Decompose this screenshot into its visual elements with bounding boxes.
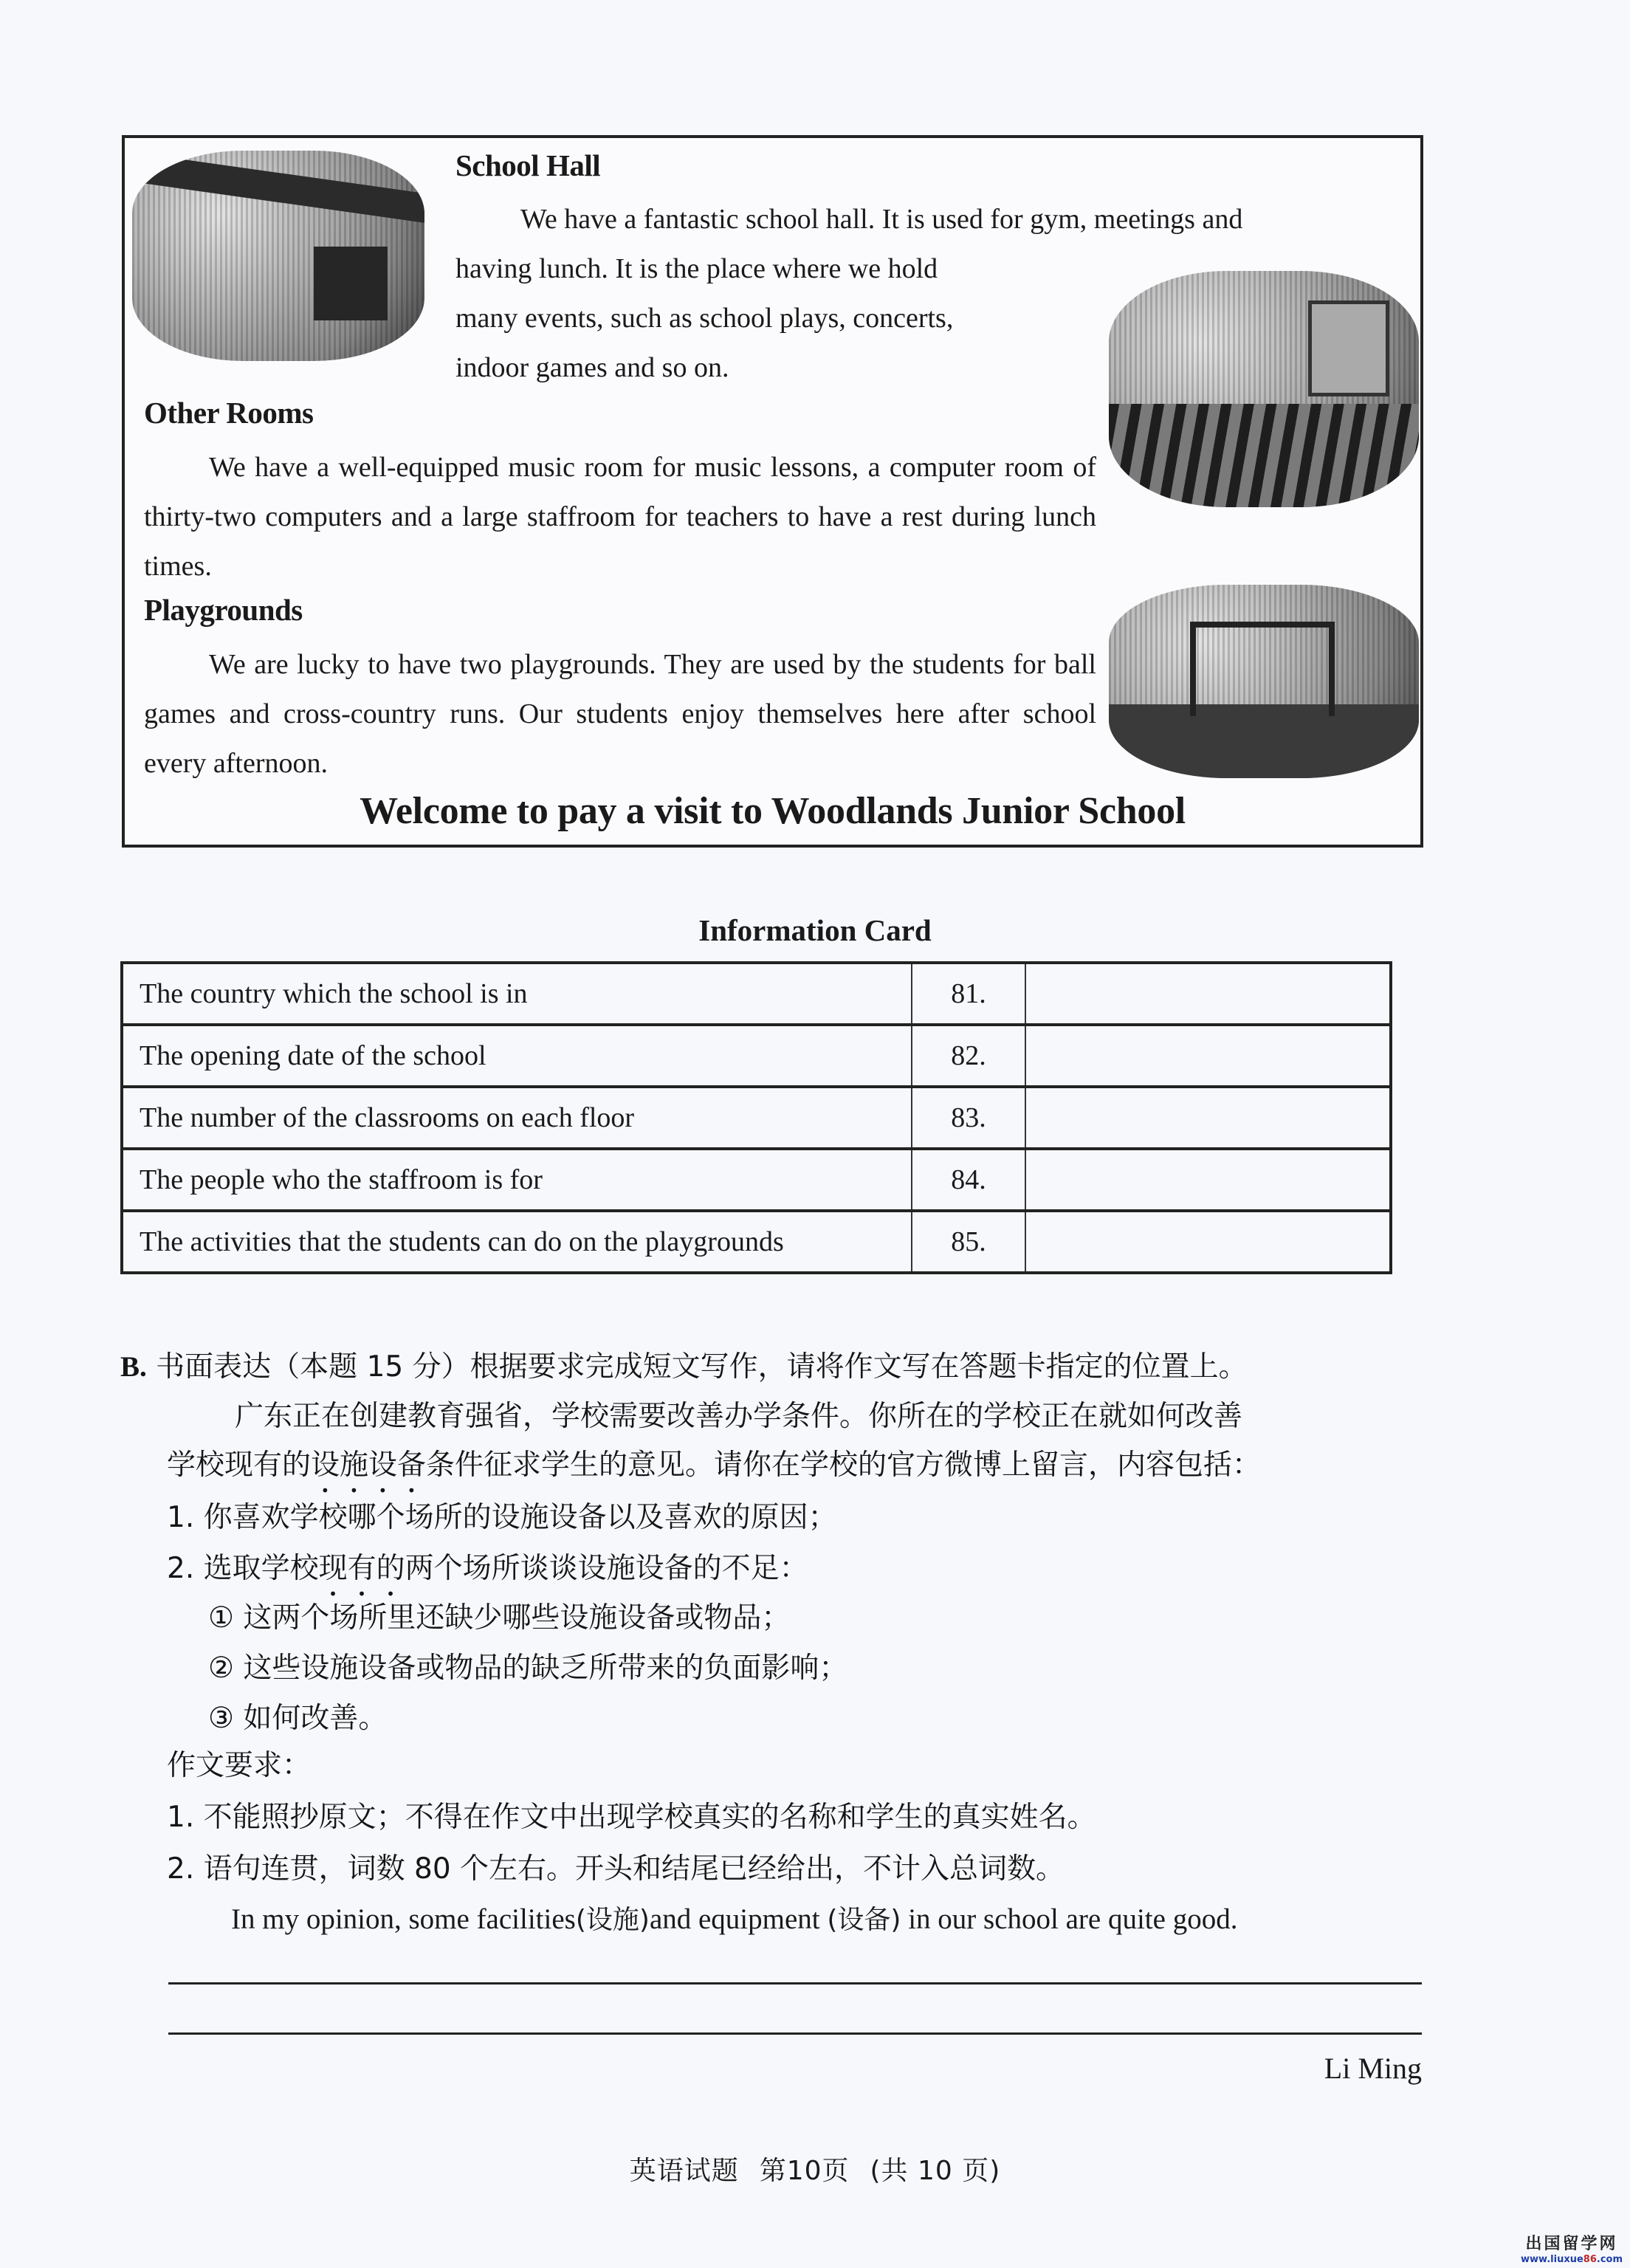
footer-total: (共 10 页) (870, 2156, 1001, 2186)
url-part: www.liuxue (1521, 2254, 1583, 2265)
url-part: .com (1596, 2254, 1623, 2265)
row-label: The activities that the students can do on the playgrounds (122, 1211, 912, 1273)
intro-text: 学校现有的 (167, 1449, 312, 1482)
section-label: B. (120, 1351, 147, 1383)
opening-text: and equipment (649, 1903, 828, 1935)
emphasized-text: 设施设备 (311, 1449, 427, 1482)
writing-intro-line: 广东正在创建教育强省，学校需要改善办学条件。你所在的学校正在就如何改善 (235, 1400, 1243, 1433)
item-text: 两个场所谈谈设施设备的不足： (405, 1552, 808, 1585)
school-hall-paragraph (455, 195, 1409, 393)
school-poster-box (122, 135, 1423, 848)
table-row (122, 963, 1391, 1025)
watermark-url (1521, 2254, 1623, 2265)
answer-cell[interactable] (1025, 963, 1391, 1025)
content-item-1: 1. 你喜欢学校哪个场所的设施设备以及喜欢的原因； (167, 1501, 837, 1534)
other-rooms-text: We have a well-equipped music room for music lessons, a computer room of thirty-two computers and a large staffroom for teachers to have a rest during lunch times. (144, 452, 1096, 582)
page-footer (0, 2150, 1630, 2188)
answer-cell[interactable] (1025, 1025, 1391, 1087)
opening-gloss: (设施) (575, 1905, 650, 1935)
site-watermark (1521, 2235, 1623, 2265)
school-hall-line: indoor games and so on. (455, 352, 729, 383)
table-row (122, 1087, 1391, 1149)
school-hall-line: many events, such as school plays, concerts, (455, 303, 954, 334)
school-hall-line: having lunch. It is the place where we hold (455, 253, 938, 284)
sub-item-3: ③ 如何改善。 (208, 1702, 388, 1735)
answer-cell[interactable] (1025, 1211, 1391, 1273)
playground-photo (1109, 585, 1419, 778)
information-card-title: Information Card (698, 913, 932, 947)
sub-item-1: ① 这两个场所里还缺少哪些设施设备或物品； (208, 1601, 791, 1635)
item-text: 2. 选取学校 (167, 1552, 319, 1585)
row-label: The people who the staffroom is for (122, 1149, 912, 1211)
requirements-label: 作文要求： (167, 1749, 312, 1782)
writing-line[interactable] (168, 1982, 1422, 1984)
section-instruction: 书面表达（本题 15 分）根据要求完成短文写作，请将作文写在答题卡指定的位置上。 (156, 1350, 1248, 1384)
question-number: 83. (912, 1087, 1025, 1149)
school-hall-photo (132, 151, 424, 361)
emphasized-text: 现有的 (318, 1552, 405, 1585)
requirement-1: 1. 不能照抄原文；不得在作文中出现学校真实的名称和学生的真实姓名。 (167, 1801, 1096, 1834)
playgrounds-text: We are lucky to have two playgrounds. They are used by the students for ball games and cross-country runs. Our students enjoy themselves here after school every afternoon. (144, 649, 1096, 779)
footer-page: 第10页 (759, 2156, 850, 2186)
other-rooms-heading: Other Rooms (144, 396, 314, 430)
row-label: The country which the school is in (122, 963, 912, 1025)
watermark-name: 出国留学网 (1525, 2235, 1618, 2253)
other-rooms-paragraph (144, 443, 1096, 591)
playgrounds-heading: Playgrounds (144, 593, 303, 627)
school-hall-heading: School Hall (455, 148, 601, 182)
sub-item-2: ② 这些设施设备或物品的缺乏所带来的负面影响； (208, 1652, 848, 1685)
table-row (122, 1211, 1391, 1273)
opening-text: In my opinion, some facilities (231, 1903, 576, 1935)
row-label: The number of the classrooms on each floor (122, 1087, 912, 1149)
question-number: 84. (912, 1149, 1025, 1211)
signature: Li Ming (1324, 2052, 1422, 2085)
answer-cell[interactable] (1025, 1087, 1391, 1149)
welcome-banner: Welcome to pay a visit to Woodlands Junior School (360, 790, 1186, 832)
answer-cell[interactable] (1025, 1149, 1391, 1211)
url-accent: 86 (1583, 2254, 1597, 2265)
question-number: 85. (912, 1211, 1025, 1273)
footer-subject: 英语试题 (629, 2156, 739, 2186)
information-card-table (120, 961, 1392, 1274)
writing-line[interactable] (168, 2032, 1422, 2035)
playgrounds-paragraph (144, 640, 1096, 788)
question-number: 82. (912, 1025, 1025, 1087)
content-item-2 (167, 1552, 808, 1603)
requirement-2: 2. 语句连贯，词数 80 个左右。开头和结尾已经给出，不计入总词数。 (167, 1852, 1065, 1886)
table-row (122, 1149, 1391, 1211)
writing-section-title (120, 1351, 1248, 1384)
essay-opening-sentence (231, 1899, 1237, 1937)
writing-intro-line (167, 1449, 1261, 1499)
opening-gloss: (设备) (827, 1905, 901, 1935)
row-label: The opening date of the school (122, 1025, 912, 1087)
school-hall-line: We have a fantastic school hall. It is used for gym, meetings and (520, 204, 1243, 235)
opening-text: in our school are quite good. (901, 1903, 1238, 1935)
intro-text: 条件征求学生的意见。请你在学校的官方微博上留言，内容包括： (426, 1449, 1262, 1482)
question-number: 81. (912, 963, 1025, 1025)
table-row (122, 1025, 1391, 1087)
